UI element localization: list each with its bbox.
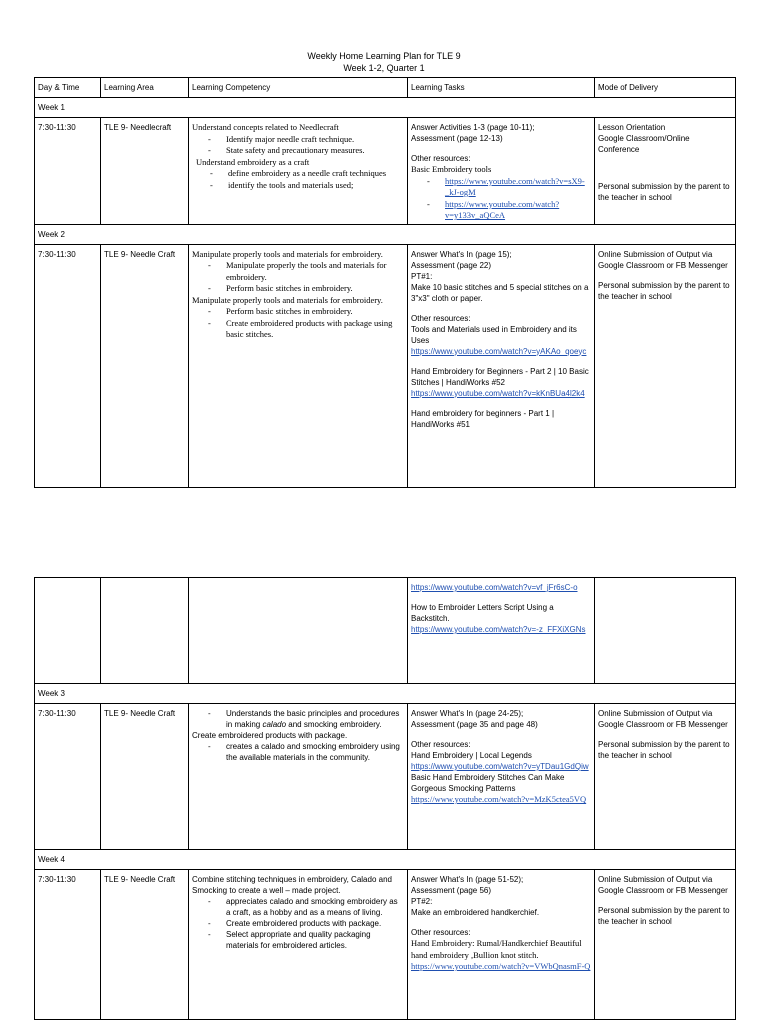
youtube-link[interactable]: https://www.youtube.com/watch?v=kKnBUa4l2k4 [411,388,585,398]
youtube-link[interactable]: https://www.youtube.com/watch?v=MzK5ctea5VQ [411,794,587,804]
week-row [35,98,736,118]
week3-mode [595,704,736,850]
list-item: - Identify major needle craft technique. [192,134,404,146]
other-resources-label: Other resources: [411,740,471,749]
performance-task-label: PT#1: [411,271,433,281]
table-row [35,870,736,1020]
task-line: Assessment (page 12-13) [411,134,503,143]
week3-tasks [408,704,595,850]
week-row [35,684,736,704]
week3-area: TLE 9- Needle Craft [101,704,189,850]
youtube-link[interactable]: https://www.youtube.com/watch?v=yAKAo_qoeyc [411,346,587,356]
week1-label: Week 1 [35,98,736,118]
youtube-link[interactable]: https://www.youtube.com/watch?v=sX9-_kJ-ogM [445,175,585,197]
week2-mode [595,244,736,487]
task-line: Assessment (page 35 and page 48) [411,720,538,729]
resource-title: Hand Embroidery | Local Legends [411,751,532,760]
resource-title: Basic Hand Embroidery Stitches Can Make Gorgeous Smocking Patterns [411,773,565,793]
other-resources-label: Other resources: [411,313,471,323]
week4-area: TLE 9- Needle Craft [101,870,189,1020]
youtube-link[interactable]: https://www.youtube.com/watch?v=vf_jFr6sC-o [411,583,578,592]
list-item: - Create embroidered products with package using basic stitches. [192,318,404,341]
performance-task-text: Make 10 basic stitches and 5 special stitches on a 3"x3" cloth or paper. [411,282,589,303]
plan-table-page2 [34,577,736,1020]
header-learning-tasks: Learning Tasks [408,78,595,98]
plan-title: Weekly Home Learning Plan for TLE 9 [307,51,461,61]
task-line: Assessment (page 56) [411,886,492,895]
youtube-link[interactable]: https://www.youtube.com/watch?v=yTDau1GdQiw [411,762,589,771]
competency-heading: Manipulate properly tools and materials for embroidery. [192,294,383,305]
performance-task-label: PT#2: [411,897,433,906]
week3-time: 7:30-11:30 [35,704,101,850]
table-row [35,704,736,850]
other-resources-label: Other resources: [411,928,471,937]
week1-time: 7:30-11:30 [35,118,101,225]
mode-line: Personal submission by the parent to the teacher in school [598,182,730,202]
competency-heading: Create embroidered products with package. [192,731,348,740]
header-learning-competency: Learning Competency [189,78,408,98]
task-line: Answer What's In (page 24-25); [411,709,524,718]
mode-line: Google Classroom/Online Conference [598,134,690,154]
list-item: - Select appropriate and quality packaging materials for embroidered articles. [192,929,404,951]
youtube-link[interactable]: https://www.youtube.com/watch?v=VWbQnasmF-Q [411,961,591,971]
week3-competency [189,704,408,850]
table-row [35,118,736,225]
week4-mode [595,870,736,1020]
list-item: - Perform basic stitches in embroidery. [192,283,404,295]
week2-time: 7:30-11:30 [35,244,101,487]
list-item: - Manipulate properly the tools and materials for embroidery. [192,260,404,283]
week2-label: Week 2 [35,224,736,244]
mode-line: Online Submission of Output via Google Classroom or FB Messenger [598,249,728,270]
mode-line: Personal submission by the parent to the teacher in school [598,906,730,926]
header-day-time: Day & Time [35,78,101,98]
week-row [35,224,736,244]
task-line: Answer What's In (page 51-52); [411,875,524,884]
resource-title: Tools and Materials used in Embroidery and its Uses [411,324,577,345]
resource-title: Hand Embroidery: Rumal/Handkerchief Beautiful hand embroidery ,Bullion knot stitch. [411,938,582,960]
week4-label: Week 4 [35,850,736,870]
list-item: - appreciates calado and smocking embroidery as a craft, as a hobby and as a means of living. [192,896,404,918]
week4-tasks [408,870,595,1020]
youtube-link[interactable]: https://www.youtube.com/watch?v=-z_FFXiXGNs [411,625,586,634]
list-item: - define embroidery as a needle craft techniques [192,168,404,180]
resource-title: How to Embroider Letters Script Using a Backstitch. [411,603,554,623]
week4-competency [189,870,408,1020]
week2-competency [189,244,408,487]
mode-line: Personal submission by the parent to the teacher in school [598,280,730,301]
youtube-link[interactable]: https://www.youtube.com/watch?v=y133v_aQCeA [445,198,560,220]
week2-tasks [408,244,595,487]
week1-mode [595,118,736,225]
table-row [35,244,736,487]
week1-tasks [408,118,595,225]
competency-intro: Combine stitching techniques in embroidery, Calado and Smocking to create a well – made project. [192,875,392,895]
list-item: - Understands the basic principles and procedures in making calado and smocking embroidery. [192,708,404,730]
task-line: Answer What's In (page 15); [411,249,512,259]
plan-subtitle: Week 1-2, Quarter 1 [343,63,425,73]
task-line: Assessment (page 22) [411,260,492,270]
header-mode-of-delivery: Mode of Delivery [595,78,736,98]
week-row [35,850,736,870]
list-item: - Perform basic stitches in embroidery. [192,306,404,318]
mode-line: Personal submission by the parent to the teacher in school [598,740,730,760]
resource-title: Basic Embroidery tools [411,164,492,174]
table-row [35,578,736,684]
competency-intro: Manipulate properly tools and materials for embroidery. [192,248,383,259]
competency-intro: Understand concepts related to Needlecraft [192,122,339,132]
other-resources-label: Other resources: [411,154,471,163]
mode-line: Online Submission of Output via Google Classroom or FB Messenger [598,709,728,729]
header-row [35,78,736,98]
resource-title: Hand Embroidery for Beginners - Part 2 | 10 Basic Stitches | HandiWorks #52 [411,366,589,387]
mode-line: Online Submission of Output via Google Classroom or FB Messenger [598,875,728,895]
list-item: - Create embroidered products with package. [192,918,404,929]
week1-area: TLE 9- Needlecraft [101,118,189,225]
header-learning-area: Learning Area [101,78,189,98]
performance-task-text: Make an embroidered handkerchief. [411,908,540,917]
week2-area: TLE 9- Needle Craft [101,244,189,487]
continued-tasks [408,578,595,684]
list-item: - State safety and precautionary measures. [192,145,404,157]
week3-label: Week 3 [35,684,736,704]
list-item: - creates a calado and smocking embroidery using the available materials in the community. [192,741,404,763]
resource-title: Hand embroidery for beginners - Part 1 | HandiWorks #51 [411,408,555,429]
plan-table-page1 [34,77,736,488]
list-item: - identify the tools and materials used; [192,180,404,192]
task-line: Answer Activities 1-3 (page 10-11); [411,123,535,132]
week4-time: 7:30-11:30 [35,870,101,1020]
week1-competency [189,118,408,225]
mode-line: Lesson Orientation [598,123,666,132]
competency-heading: Understand embroidery as a craft [196,156,310,167]
